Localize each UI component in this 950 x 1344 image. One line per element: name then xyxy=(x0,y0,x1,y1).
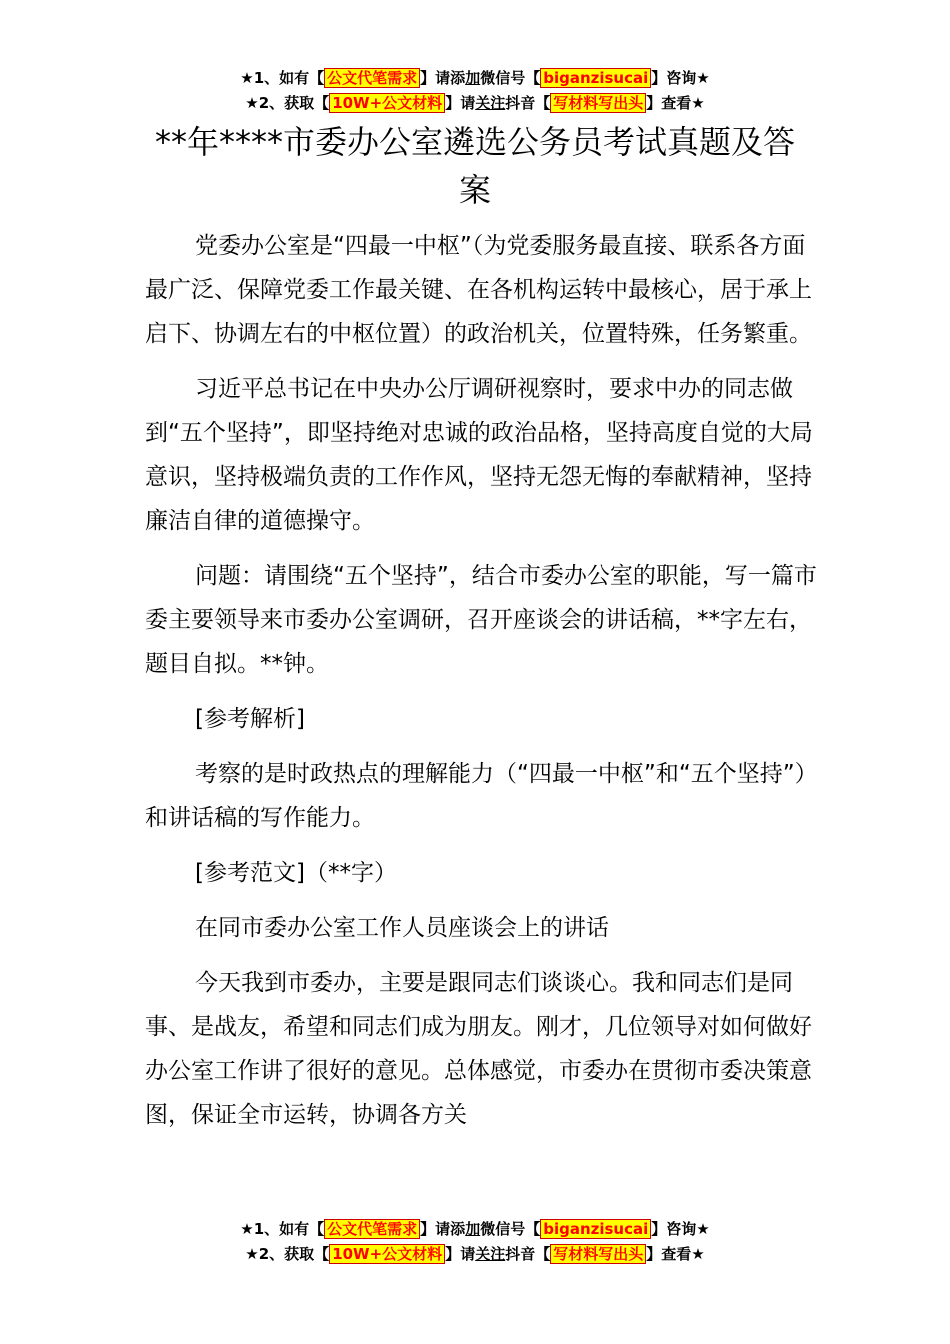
promo-line-2 xyxy=(0,1242,950,1267)
heading-reference-analysis: [参考解析] xyxy=(195,706,305,732)
document-body xyxy=(145,224,825,1148)
promo-text: ★2、获取【 xyxy=(245,94,330,112)
promo-text: 抖音【 xyxy=(505,94,551,112)
promo-line-1 xyxy=(0,1217,950,1242)
promo-text: 】请添 xyxy=(420,69,466,87)
paragraph-analysis: 考察的是时政热点的理解能力（“四最一中枢”和“五个坚持”）和讲话稿的写作能力。 xyxy=(145,761,818,831)
paragraph-intro: 党委办公室是“四最一中枢”（为党委服务最直接、联系各方面最广泛、保障党委工作最关键、在各机构运转中最核心，居于承上启下、协调左右的中枢位置）的政治机关，位置特殊，任务繁重。 xyxy=(145,233,812,347)
paragraph-question: 问题：请围绕“五个坚持”，结合市委办公室的职能，写一篇市委主要领导来市委办公室调研，召开座谈会的讲话稿，**字左右，题目自拟。**钟。 xyxy=(145,563,817,677)
promo-banner-top xyxy=(0,66,950,116)
promo-text: 】请 xyxy=(445,94,476,112)
promo-text: 】请添 xyxy=(420,1220,466,1238)
promo-text: 】请 xyxy=(445,1245,476,1263)
promo-underlined: 关注 xyxy=(475,1245,506,1263)
heading-reference-essay: [参考范文]（**字） xyxy=(195,860,397,886)
speech-title: 在同市委办公室工作人员座谈会上的讲话 xyxy=(195,915,609,941)
douyin-account-highlight: 写材料写出头 xyxy=(550,1244,646,1264)
promo-highlight: 10W+公文材料 xyxy=(329,1244,445,1264)
promo-highlight: 10W+公文材料 xyxy=(329,93,445,113)
promo-text: 】咨询★ xyxy=(651,69,710,87)
promo-text: 微信号【 xyxy=(480,69,541,87)
promo-text: ★2、获取【 xyxy=(245,1245,330,1263)
promo-text: ★1、如有【 xyxy=(240,69,325,87)
promo-underlined: 加 xyxy=(465,69,481,87)
promo-line-2 xyxy=(0,91,950,116)
promo-line-1 xyxy=(0,66,950,91)
paragraph-speech-opening: 今天我到市委办，主要是跟同志们谈谈心。我和同志们是同事、是战友，希望和同志们成为朋友。刚才，几位领导对如何做好办公室工作讲了很好的意见。总体感觉，市委办在贯彻市委决策意图，保证全市运转，协调各方关 xyxy=(145,970,812,1128)
paragraph-five-persistences: 习近平总书记在中央办公厅调研视察时，要求中办的同志做到“五个坚持”，即坚持绝对忠诚的政治品格，坚持高度自觉的大局意识，坚持极端负责的工作作风，坚持无怨无悔的奉献精神，坚持廉洁自律的道德操守。 xyxy=(145,376,813,534)
promo-underlined: 加 xyxy=(465,1220,481,1238)
promo-text: 】查看★ xyxy=(646,1245,705,1263)
document-title: **年****市委办公室遴选公务员考试真题及答案 xyxy=(154,123,795,209)
promo-text: 】查看★ xyxy=(646,94,705,112)
promo-text: ★1、如有【 xyxy=(240,1220,325,1238)
wechat-id-highlight: biganzisucai xyxy=(540,1219,651,1239)
promo-highlight: 公文代笔需求 xyxy=(324,68,420,88)
promo-text: 】咨询★ xyxy=(651,1220,710,1238)
promo-text: 微信号【 xyxy=(480,1220,541,1238)
douyin-account-highlight: 写材料写出头 xyxy=(550,93,646,113)
promo-highlight: 公文代笔需求 xyxy=(324,1219,420,1239)
wechat-id-highlight: biganzisucai xyxy=(540,68,651,88)
promo-banner-bottom xyxy=(0,1217,950,1267)
promo-text: 抖音【 xyxy=(505,1245,551,1263)
promo-underlined: 关注 xyxy=(475,94,506,112)
